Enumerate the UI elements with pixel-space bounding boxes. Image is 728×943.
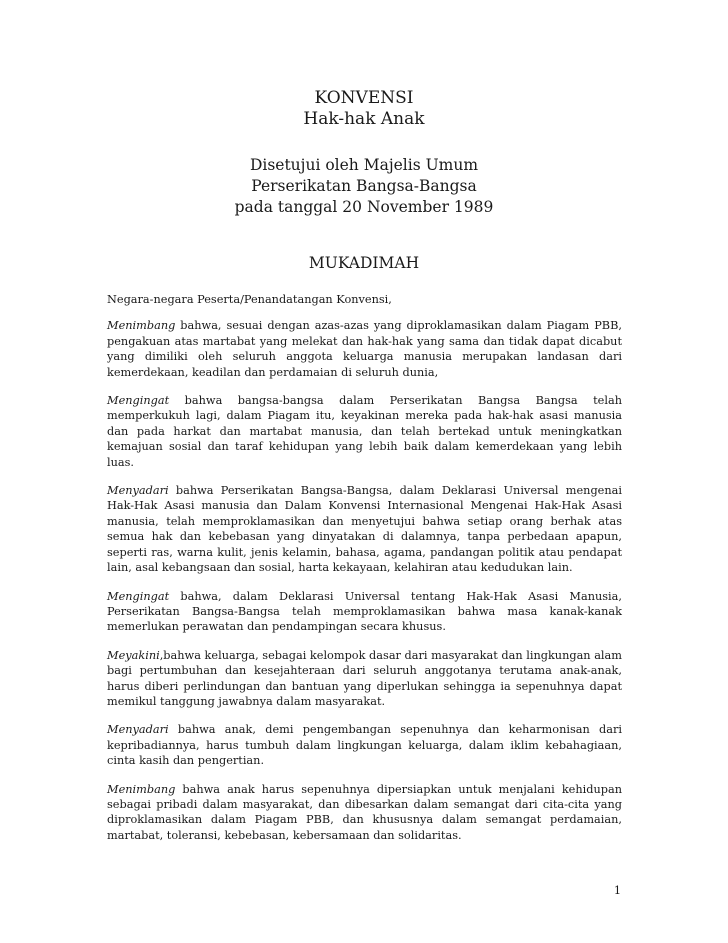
title-block [0,88,728,130]
opening-line: Negara-negara Peserta/Penandatangan Konvensi, [107,293,392,306]
document-subtitle: Hak-hak Anak [303,109,425,129]
approval-block [0,155,728,218]
paragraph-lead: Menyadari [107,723,169,737]
paragraph [107,393,622,470]
paragraph-lead: Meyakini [107,648,160,662]
paragraph-text: bahwa anak, demi pengembangan sepenuhnya dan keharmonisan dari kepribadiannya, harus tumbuh dalam lingkungan keluarga, dalam iklim kebahagiaan, cinta kasih dan pengertian. [107,723,622,768]
section-heading [0,253,728,274]
paragraph-text: bahwa anak harus sepenuhnya dipersiapkan untuk menjalani kehidupan sebagai pribadi dalam masyarakat, dan dibesarkan dalam semangat dari cita-cita yang diproklamasikan dalam Piagam PBB, dan khususnya dalam semangat perdamaian, martabat, toleransi, kebebasan, kebersamaan dan solidaritas. [107,782,622,842]
body-text [107,292,622,856]
paragraph [107,648,622,710]
approval-line: Disetujui oleh Majelis Umum [249,156,479,174]
paragraph-text: bahwa Perserikatan Bangsa-Bangsa, dalam Deklarasi Universal mengenai Hak-Hak Asasi manusia dan Dalam Konvensi Internasional Mengenai Hak-Hak Asasi manusia, telah memproklamasikan dan menyetujui bahwa setiap orang berhak atas semua hak dan kebebasan yang dinyatakan di dalamnya, tanpa perbedaan apapun, seperti ras, warna kulit, jenis kelamin, bahasa, agama, pandangan politik atau pendapat lain, asal kebangsaan dan sosial, harta kekayaan, kelahiran atau kedudukan lain. [107,484,622,575]
paragraph-text: bahwa, sesuai dengan azas-azas yang diproklamasikan dalam Piagam PBB, pengakuan atas martabat yang melekat dan hak-hak yang sama dan tidak dapat dicabut yang dimiliki oleh seluruh anggota keluarga manusia merupakan landasan dari kemerdekaan, keadilan dan perdamaian di seluruh dunia, [107,319,622,379]
paragraph [107,483,622,575]
section-heading-text: MUKADIMAH [308,254,420,272]
paragraph-lead: Mengingat [107,394,170,408]
paragraph [107,782,622,844]
paragraph-text: bahwa, dalam Deklarasi Universal tentang Hak-Hak Asasi Manusia, Perserikatan Bangsa-Bangsa telah memproklamasikan bahwa masa kanak-kanak memerlukan perawatan dan pendampingan secara khusus. [107,589,622,634]
approval-line: pada tanggal 20 November 1989 [234,198,494,216]
page-number: 1 [613,884,621,897]
paragraph-lead: Menyadari [107,484,169,498]
approval-line: Perserikatan Bangsa-Bangsa [251,177,477,195]
paragraph-lead: Mengingat [107,589,170,603]
paragraph-lead: Menimbang [107,782,176,796]
paragraph [107,318,622,380]
paragraph-lead: Menimbang [107,319,176,333]
paragraph [107,589,622,635]
paragraph-text: bahwa bangsa-bangsa dalam Perserikatan Bangsa Bangsa telah memperkukuh lagi, dalam Piagam itu, keyakinan mereka pada hak-hak asasi manusia dan pada harkat dan martabat manusia, dan telah bertekad untuk meningkatkan kemajuan sosial dan taraf kehidupan yang lebih baik dalam kemerdekaan yang lebih luas. [107,394,622,469]
paragraph [107,722,622,768]
document-title: KONVENSI [314,88,414,108]
paragraph-text: ,bahwa keluarga, sebagai kelompok dasar dari masyarakat dan lingkungan alam bagi pertumbuhan dan kesejahteraan dari seluruh anggotanya terutama anak-anak, harus diberi perlindungan dan bantuan yang diperlukan sehingga ia sepenuhnya dapat memikul tanggung jawabnya dalam masyarakat. [107,648,622,708]
